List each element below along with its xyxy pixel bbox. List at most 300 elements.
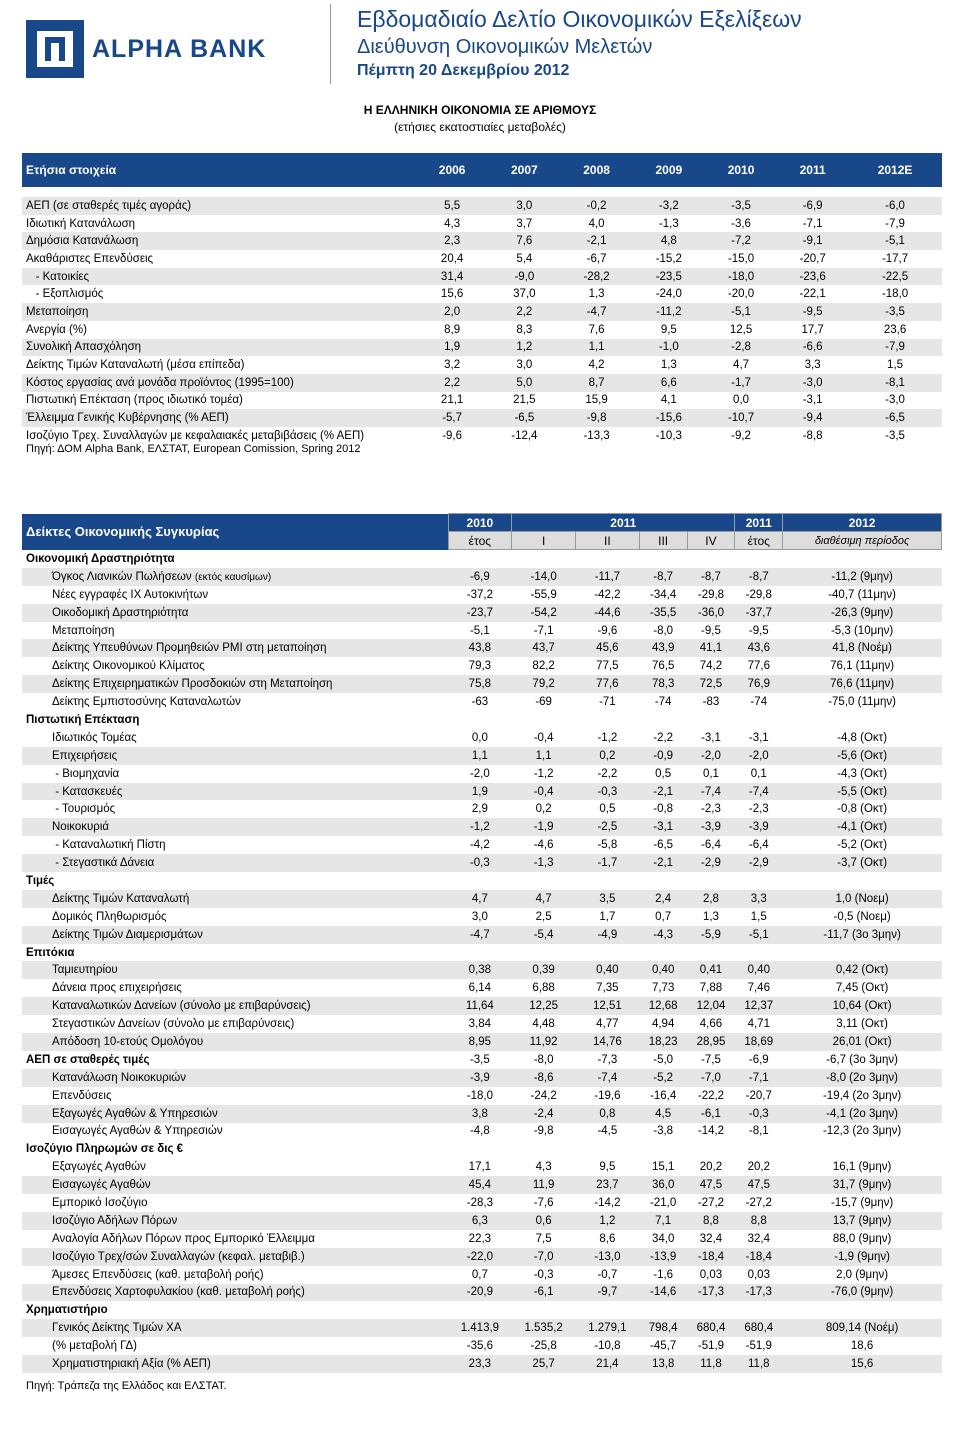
latest-period-value: -12,3 (2ο 3μην): [822, 1125, 902, 1138]
cell-value: -8,1: [848, 374, 942, 392]
cell-value: -28,3: [466, 1197, 493, 1209]
cell-value: -4,5: [597, 1125, 618, 1138]
cell-value: -5,0: [653, 1053, 674, 1066]
cell-value: -9,1: [777, 232, 848, 250]
cell-value: -0,4: [512, 783, 576, 801]
cell-value: -6,7: [586, 252, 607, 265]
latest-period-value: -5,2 (Οκτ): [837, 839, 888, 852]
latest-period-value: 0,42 (Οκτ): [783, 961, 942, 979]
annual-table-header: [22, 153, 942, 187]
cell-value: -54,2: [512, 604, 576, 622]
cell-value: 2,4: [639, 890, 687, 908]
cell-value: -9,5: [777, 303, 848, 321]
cell-value: -4,2: [469, 839, 490, 852]
cell-value: 1,1: [512, 747, 576, 765]
cell-value: 4,2: [588, 359, 605, 372]
latest-period-value: 18,6: [850, 1340, 874, 1353]
row-label: [22, 818, 448, 836]
cell-value: -7,0: [512, 1248, 576, 1266]
row-label: [22, 1087, 448, 1105]
cell-value: -8,7: [639, 568, 687, 586]
latest-period-value: 10,64 (Οκτ): [783, 997, 942, 1015]
latest-period-value: -11,2 (9μην): [783, 568, 942, 586]
cell-value: -9,6: [442, 429, 463, 442]
cell-value: 680,4: [735, 1319, 783, 1337]
latest-period-value: -5,6 (Οκτ): [783, 747, 942, 765]
row-label: [22, 1176, 448, 1194]
cell-value: -10,8: [594, 1340, 621, 1353]
row-label-note: (εκτός καυσίμων): [194, 571, 272, 583]
cell-value: 23,7: [576, 1176, 640, 1194]
cell-value: 1,3: [588, 288, 605, 301]
cell-value: 1,7: [599, 910, 616, 923]
table-row: [22, 854, 942, 872]
row-label: [22, 568, 448, 586]
table-row: [22, 926, 942, 944]
table-row: [22, 374, 942, 392]
cell-value: 2,2: [488, 303, 560, 321]
row-label-text: Οικοδομική Δραστηριότητα: [52, 606, 189, 619]
cell-value: -23,7: [448, 604, 512, 622]
cell-value: -3,9: [687, 818, 735, 836]
row-label-text: Δείκτης Εμπιστοσύνης Καταναλωτών: [52, 696, 241, 709]
cell-value: 21,5: [513, 394, 536, 407]
cell-value: -8,1: [748, 1125, 769, 1138]
cell-value: 15,6: [440, 288, 464, 301]
cell-value: 37,0: [513, 288, 536, 301]
cell-value: -2,1: [560, 232, 632, 250]
cell-value: -6,6: [777, 339, 848, 357]
cell-value: 4,0: [588, 217, 605, 230]
alpha-bank-logo-icon: [26, 20, 84, 78]
section-row: [22, 1301, 942, 1319]
section-row: [22, 872, 942, 890]
cell-value: -20,7: [799, 252, 826, 265]
table-row: [22, 765, 942, 783]
cell-value: 0,5: [599, 803, 616, 816]
cell-value: -9,7: [576, 1284, 640, 1302]
cell-value: 7,1: [639, 1212, 687, 1230]
cell-value: 3,7: [516, 217, 533, 230]
cell-value: -9,5: [701, 624, 721, 637]
cell-value: 7,6: [488, 232, 560, 250]
cell-value: 4,8: [633, 232, 705, 250]
cell-value: 0,1: [750, 767, 767, 780]
cell-value: 11,92: [512, 1033, 576, 1051]
cell-value: -7,4: [687, 783, 735, 801]
cell-value: -3,5: [848, 303, 942, 321]
latest-period-value: -19,4 (2ο 3μην): [822, 1089, 902, 1102]
row-label: [22, 657, 448, 675]
table-row: [22, 1158, 942, 1176]
cell-value: -2,1: [639, 854, 687, 872]
cell-value: -2,3: [701, 803, 721, 816]
table-row: [22, 836, 942, 854]
cell-value: 17,7: [801, 323, 824, 336]
cell-value: 79,3: [468, 660, 492, 673]
cell-value: 0,5: [655, 767, 672, 780]
cell-value: 0,2: [576, 747, 640, 765]
cell-value: -1,2: [533, 767, 554, 780]
row-label: Κόστος εργασίας ανά μονάδα προϊόντος (1995=100): [22, 374, 416, 392]
row-label-text: Καταναλωτικών Δανείων (σύνολο με επιβαρύνσεις): [52, 1000, 311, 1013]
table-row: [22, 1284, 942, 1302]
table-row: [22, 1176, 942, 1194]
cell-value: -12,4: [511, 429, 538, 442]
table-row: [22, 979, 942, 997]
cell-value: -71: [599, 696, 616, 709]
indicators-table-title: Δείκτες Οικονομικής Συγκυρίας: [22, 514, 448, 550]
cell-value: 14,76: [576, 1033, 640, 1051]
cell-value: 0,39: [512, 961, 576, 979]
cell-value: -13,3: [583, 429, 610, 442]
cell-value: -9,6: [597, 624, 618, 637]
cell-value: -9,8: [560, 409, 632, 427]
row-label: [22, 693, 448, 711]
cell-value: 4,3: [535, 1161, 552, 1174]
row-label: [22, 1033, 448, 1051]
row-label: - Κατοικίες: [22, 268, 416, 286]
cell-value: 0,40: [576, 961, 640, 979]
cell-value: 8,6: [599, 1232, 616, 1245]
row-label: [22, 890, 448, 908]
row-label-text: Δείκτης Οικονομικού Κλίματος: [52, 660, 205, 673]
cell-value: 3,5: [576, 890, 640, 908]
year-header: 2007: [488, 153, 560, 187]
cell-value: -5,1: [705, 303, 777, 321]
cell-value: -28,2: [560, 268, 632, 286]
annual-table-source: Πηγή: ΔΟΜ Alpha Bank, ΕΛΣΤΑΤ, European Comission, Spring 2012: [26, 443, 361, 455]
cell-value: 25,7: [512, 1355, 576, 1373]
cell-value: -6,9: [748, 1053, 769, 1066]
bulletin-title: Εβδομαδιαίο Δελτίο Οικονομικών Εξελίξεων: [357, 6, 802, 32]
cell-value: 8,3: [516, 323, 533, 336]
cell-value: 3,3: [735, 890, 783, 908]
latest-period-value: 809,14 (Νοέμ): [783, 1319, 942, 1337]
row-label: Συνολική Απασχόληση: [22, 339, 416, 357]
cell-value: -7,2: [705, 232, 777, 250]
section-label: [22, 1301, 448, 1319]
cell-value: -18,0: [881, 288, 909, 301]
cell-value: 22,3: [468, 1232, 492, 1245]
cell-value: 12,04: [687, 997, 735, 1015]
cell-value: -0,3: [735, 1105, 783, 1123]
row-label: [22, 675, 448, 693]
row-label-text: Οικονομική Δραστηριότητα: [26, 552, 175, 565]
cell-value: 0,7: [471, 1268, 488, 1281]
table-row: [22, 675, 942, 693]
row-label: [22, 747, 448, 765]
cell-value: -3,5: [469, 1053, 490, 1066]
cell-value: -18,0: [466, 1089, 493, 1102]
cell-value: -2,0: [735, 747, 783, 765]
cell-value: -15,6: [633, 409, 705, 427]
cell-value: 4,71: [747, 1018, 770, 1031]
table-row: [22, 392, 942, 410]
cell-value: -36,0: [687, 604, 735, 622]
cell-value: 7,73: [651, 982, 675, 995]
cell-value: -20,7: [745, 1089, 772, 1102]
cell-value: 45,4: [448, 1176, 512, 1194]
cell-value: 1.279,1: [576, 1319, 640, 1337]
cell-value: 1.535,2: [512, 1319, 576, 1337]
latest-period-value: -3,7 (Οκτ): [783, 854, 942, 872]
row-label: [22, 729, 448, 747]
cell-value: -1,3: [658, 217, 679, 230]
cell-value: 0,2: [535, 803, 552, 816]
table-row: [22, 604, 942, 622]
row-label-text: - Στεγαστικά Δάνεια: [52, 857, 155, 870]
year-header: 2010: [705, 153, 777, 187]
table-row: [22, 321, 942, 339]
cell-value: -16,4: [650, 1089, 677, 1102]
latest-period-value: 15,6: [783, 1355, 942, 1373]
cell-value: 4,66: [699, 1018, 723, 1031]
row-label-text: Πιστωτική Επέκταση: [26, 713, 140, 726]
cell-value: -18,4: [735, 1248, 783, 1266]
row-label-text: Επενδύσεις Χαρτοφυλακίου (καθ. μεταβολή ροής): [52, 1286, 305, 1299]
cell-value: -6,5: [848, 409, 942, 427]
latest-period-value: 13,7 (9μην): [783, 1212, 942, 1230]
cell-value: 9,5: [599, 1161, 616, 1174]
cell-value: 4,77: [596, 1018, 619, 1031]
cell-value: -15,2: [655, 252, 682, 265]
cell-value: 0,03: [747, 1268, 770, 1281]
row-label: [22, 961, 448, 979]
cell-value: -0,4: [533, 731, 554, 744]
cell-value: -22,1: [799, 288, 826, 301]
cell-value: -83: [702, 696, 720, 709]
latest-period-value: 76,1 (11μην): [830, 660, 895, 673]
row-label-text: Δείκτης Τιμών Διαμερισμάτων: [52, 928, 203, 941]
cell-value: -3,1: [802, 394, 823, 407]
latest-period-value: -1,9 (9μην): [783, 1248, 942, 1266]
empty-cell: [448, 550, 942, 568]
row-label: - Εξοπλισμός: [26, 288, 104, 301]
cell-value: -8,8: [802, 429, 823, 442]
row-label-text: Εξαγωγές Αγαθών: [52, 1161, 146, 1174]
section-label: [22, 944, 448, 962]
table-row: [22, 1337, 942, 1355]
row-label-text: Ισοζύγιο Αδήλων Πόρων: [52, 1214, 178, 1227]
cell-value: 20,4: [440, 252, 464, 265]
cell-value: -17,3: [687, 1284, 735, 1302]
cell-value: 75,8: [448, 675, 512, 693]
row-label-text: - Κατασκευές: [52, 785, 123, 798]
cell-value: -6,5: [488, 409, 560, 427]
cell-value: 3,0: [516, 359, 533, 372]
cell-value: -3,5: [885, 429, 905, 442]
cell-value: 2,2: [416, 374, 488, 392]
row-label-text: Επιτόκια: [26, 946, 75, 959]
row-label-text: Επιχειρήσεις: [52, 749, 118, 762]
table-row: [22, 1069, 942, 1087]
cell-value: -42,2: [594, 588, 621, 601]
cell-value: 15,1: [651, 1161, 675, 1174]
cell-value: 2,8: [687, 890, 735, 908]
cell-value: 1,3: [702, 910, 719, 923]
cell-value: -3,6: [731, 217, 751, 230]
cell-value: -3,8: [653, 1125, 674, 1138]
indicators-table-source: Πηγή: Τράπεζα της Ελλάδος και ΕΛΣΤΑΤ.: [26, 1380, 227, 1392]
cell-value: -14,2: [594, 1197, 621, 1209]
cell-value: 21,4: [576, 1355, 640, 1373]
row-label-text: Απόδοση 10-ετούς Ομολόγου: [52, 1035, 204, 1048]
empty-cell: [448, 944, 942, 962]
cell-value: -29,8: [697, 588, 725, 601]
cell-value: 0,40: [639, 961, 687, 979]
cell-value: -1,0: [633, 339, 705, 357]
cell-value: 8,8: [735, 1212, 783, 1230]
cell-value: -7,4: [735, 783, 783, 801]
cell-value: -5,4: [512, 926, 576, 944]
cell-value: -63: [471, 696, 489, 709]
cell-value: -24,2: [530, 1089, 557, 1102]
cell-value: 43,6: [735, 639, 783, 657]
row-label: Δημόσια Κατανάλωση: [22, 232, 416, 250]
table-row: [22, 997, 942, 1015]
cell-value: -27,2: [745, 1197, 772, 1209]
table-row: [22, 197, 942, 215]
cell-value: -6,4: [701, 839, 721, 852]
cell-value: 1,1: [448, 747, 512, 765]
row-label: [22, 926, 448, 944]
cell-value: 43,8: [448, 639, 512, 657]
cell-value: 5,0: [488, 374, 560, 392]
cell-value: 0,6: [512, 1212, 576, 1230]
row-label-text: Γενικός Δείκτης Τιμών ΧΑ: [52, 1322, 182, 1335]
cell-value: 12,37: [735, 997, 783, 1015]
cell-value: -10,3: [655, 429, 682, 442]
row-label: [22, 1105, 448, 1123]
cell-value: -29,8: [745, 588, 772, 601]
col-subheader: I: [512, 532, 576, 550]
table-row: [22, 783, 942, 801]
row-label-text: Αναλογία Αδήλων Πόρων προς Εμπορικό Έλλειμμα: [52, 1232, 315, 1245]
row-label: [22, 1319, 448, 1337]
row-label-text: Χρηματιστηριακή Αξία (% ΑΕΠ): [52, 1358, 211, 1371]
row-label-text: - Βιομηχανία: [52, 767, 120, 780]
section-row: [22, 1051, 942, 1069]
cell-value: -5,2: [639, 1069, 687, 1087]
cell-value: -4,6: [533, 839, 554, 852]
cell-value: 45,6: [576, 639, 640, 657]
cell-value: -1,7: [705, 374, 777, 392]
section-title: Η ΕΛΛΗΝΙΚΗ ΟΙΚΟΝΟΜΙΑ ΣΕ ΑΡΙΘΜΟΥΣ: [363, 103, 597, 117]
cell-value: 76,5: [651, 660, 675, 673]
cell-value: -1,2: [597, 731, 618, 744]
table-row: [22, 1087, 942, 1105]
cell-value: 20,2: [747, 1161, 770, 1174]
cell-value: -4,8: [469, 1125, 490, 1138]
cell-value: -6,9: [777, 197, 848, 215]
table-row: [22, 1105, 942, 1123]
cell-value: 3,0: [471, 910, 488, 923]
cell-value: 9,5: [660, 323, 677, 336]
cell-value: -51,9: [745, 1340, 772, 1353]
cell-value: 0,0: [471, 731, 488, 744]
cell-value: 1,1: [560, 339, 632, 357]
cell-value: 12,5: [729, 323, 753, 336]
cell-value: -6,4: [748, 839, 769, 852]
cell-value: -14,0: [512, 568, 576, 586]
cell-value: 2,9: [471, 803, 488, 816]
latest-period-value: 76,6 (11μην): [783, 675, 942, 693]
cell-value: -2,2: [597, 767, 618, 780]
cell-value: -23,5: [633, 268, 705, 286]
cell-value: 1,5: [750, 910, 767, 923]
row-label-text: (% μεταβολή ΓΔ): [52, 1340, 137, 1353]
row-label: [22, 1230, 448, 1248]
cell-value: -20,9: [448, 1284, 512, 1302]
cell-value: 36,0: [639, 1176, 687, 1194]
cell-value: 7,35: [596, 982, 619, 995]
latest-period-value: 88,0 (9μην): [832, 1232, 892, 1245]
row-label-text: - Τουρισμός: [52, 803, 116, 816]
latest-period-value: 7,45 (Οκτ): [835, 982, 889, 995]
latest-period-value: 2,0 (9μην): [836, 1268, 889, 1281]
cell-value: -8,0: [653, 624, 674, 637]
cell-value: -7,4: [576, 1069, 640, 1087]
cell-value: -0,2: [560, 197, 632, 215]
cell-value: 0,40: [735, 961, 783, 979]
cell-value: -5,9: [687, 926, 735, 944]
cell-value: 18,69: [735, 1033, 783, 1051]
cell-value: 11,64: [448, 997, 512, 1015]
row-label: Έλλειμμα Γενικής Κυβέρνησης (% ΑΕΠ): [22, 409, 416, 427]
cell-value: -11,2: [633, 303, 705, 321]
section-row: [22, 944, 942, 962]
row-label-text: Δείκτης Τιμών Καταναλωτή: [52, 892, 190, 905]
empty-cell: [448, 872, 942, 890]
row-label: Ακαθάριστες Επενδύσεις: [26, 252, 154, 265]
row-label: [22, 1248, 448, 1266]
row-label-text: Δείκτης Επιχειρηματικών Προσδοκιών στη Μεταποίηση: [52, 678, 333, 691]
cell-value: 47,5: [735, 1176, 783, 1194]
row-label: Ισοζύγιο Τρεχ. Συναλλαγών με κεφαλαιακές μεταβιβάσεις (% ΑΕΠ): [26, 429, 365, 442]
cell-value: 17,1: [468, 1161, 492, 1174]
cell-value: 3,3: [804, 359, 821, 372]
row-label: [22, 1158, 448, 1176]
table-row: [22, 586, 942, 604]
empty-cell: [448, 711, 942, 729]
cell-value: 12,25: [512, 997, 576, 1015]
col-subheader: έτος: [735, 532, 783, 550]
table-row: [22, 693, 942, 711]
cell-value: 8,8: [687, 1212, 735, 1230]
cell-value: 82,2: [532, 660, 555, 673]
row-label-text: Νοικοκυριά: [52, 821, 110, 834]
table-row: [22, 356, 942, 374]
latest-period-value: -26,3 (9μην): [783, 604, 942, 622]
cell-value: 7,5: [535, 1232, 552, 1245]
row-label: Ιδιωτική Κατανάλωση: [26, 217, 136, 230]
cell-value: 21,1: [440, 394, 464, 407]
cell-value: 7,88: [699, 982, 723, 995]
cell-value: 4,3: [444, 217, 461, 230]
cell-value: -13,9: [639, 1248, 687, 1266]
cell-value: -2,3: [748, 803, 769, 816]
cell-value: -0,7: [597, 1268, 618, 1281]
year-header: 2011: [777, 153, 848, 187]
cell-value: -2,0: [687, 747, 735, 765]
cell-value: -25,8: [530, 1340, 557, 1353]
table-row: [22, 215, 942, 233]
cell-value: 4,1: [660, 394, 677, 407]
table-row: [22, 1248, 942, 1266]
cell-value: -8,0: [533, 1053, 554, 1066]
col-header-year: 2012: [783, 514, 942, 532]
